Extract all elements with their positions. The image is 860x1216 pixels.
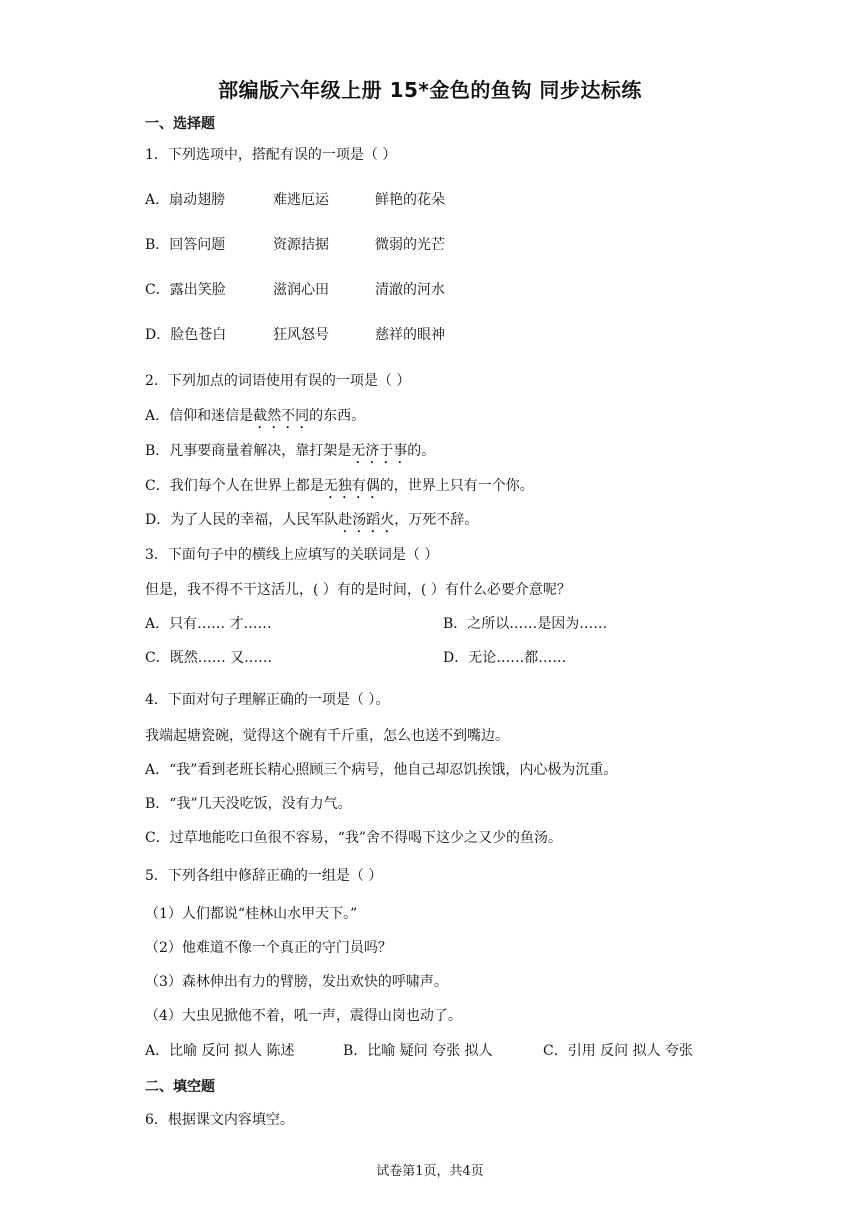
section-heading-fill: 二、填空题	[145, 1079, 215, 1095]
question-5-option-a: A．比喻 反问 拟人 陈述	[145, 1043, 295, 1059]
question-2-option-b	[145, 441, 435, 467]
question-3-option-d: D．无论……都……	[443, 650, 567, 666]
question-3-stem: 3．下面句子中的横线上应填写的关联词是（ ）	[145, 547, 439, 563]
question-2-stem: 2．下列加点的词语使用有误的一项是（ ）	[145, 373, 411, 389]
option-cell: B．回答问题	[145, 237, 226, 253]
option-cell: D．脸色苍白	[145, 327, 227, 343]
dotted-word: 赴汤蹈火	[338, 512, 395, 528]
question-4-option-b: B．“我”几天没吃饭，没有力气。	[145, 796, 352, 812]
question-4-stem: 4．下面对句子理解正确的一项是（ ）。	[145, 692, 390, 708]
question-3-option-a: A．只有…… 才……	[145, 616, 272, 632]
option-text: B．凡事要商量着解决，靠打架是	[145, 443, 352, 459]
option-text: 的。	[407, 443, 436, 459]
question-4-option-a: A．“我”看到老班长精心照顾三个病号，他自己却忍饥挨饿，内心极为沉重。	[145, 762, 618, 778]
option-text: C．我们每个人在世界上都是	[145, 478, 324, 494]
question-3-option-b: B．之所以……是因为……	[443, 616, 608, 632]
option-text: A．信仰和迷信是	[145, 408, 254, 424]
page-title: 部编版六年级上册 15*金色的鱼钩 同步达标练	[218, 78, 642, 102]
option-cell: C．露出笑脸	[145, 282, 226, 298]
question-6-stem: 6．根据课文内容填空。	[145, 1112, 294, 1128]
question-1-stem: 1．下列选项中，搭配有误的一项是（ ）	[145, 147, 397, 163]
option-cell: 狂风怒号	[273, 327, 329, 343]
question-2-option-d	[145, 510, 478, 536]
option-cell: 资源拮据	[273, 237, 329, 253]
question-5-item-1: （1）人们都说“桂林山水甲天下。”	[145, 906, 358, 922]
section-heading-choice: 一、选择题	[145, 116, 215, 132]
question-5-item-4: （4）大虫见掀他不着，吼一声，震得山岗也动了。	[145, 1008, 462, 1024]
option-text: 的，世界上只有一个你。	[379, 478, 534, 494]
question-2-option-c	[145, 476, 534, 502]
option-text: D．为了人民的幸福，人民军队	[145, 512, 339, 528]
option-cell: 难逃厄运	[273, 192, 329, 208]
question-4-sentence: 我端起塘瓷碗，觉得这个碗有千斤重，怎么也送不到嘴边。	[145, 728, 509, 744]
question-5-option-c: C．引用 反问 拟人 夸张	[543, 1043, 694, 1059]
option-cell: A．扇动翅膀	[145, 192, 226, 208]
option-cell: 慈祥的眼神	[375, 327, 445, 343]
question-5-option-b: B．比喻 疑问 夸张 拟人	[343, 1043, 493, 1059]
option-cell: 微弱的光芒	[375, 237, 445, 253]
question-5-stem: 5．下列各组中修辞正确的一组是（ ）	[145, 868, 383, 884]
question-3-option-c: C．既然…… 又……	[145, 650, 273, 666]
option-text: ，万死不辞。	[394, 512, 479, 528]
option-cell: 鲜艳的花朵	[375, 192, 445, 208]
question-3-sentence: 但是，我不得不干这活儿，( ）有的是时间，( ）有什么必要介意呢？	[145, 582, 571, 598]
dotted-word: 截然不同	[253, 408, 310, 424]
dotted-word: 无独有偶	[323, 478, 380, 494]
option-text: 的东西。	[309, 408, 366, 424]
question-4-option-c: C．过草地能吃口鱼很不容易，“我”舍不得喝下这少之又少的鱼汤。	[145, 830, 563, 846]
option-cell: 清澈的河水	[375, 282, 445, 298]
question-5-item-3: （3）森林伸出有力的臂膀，发出欢快的呼啸声。	[145, 974, 448, 990]
question-2-option-a	[145, 406, 365, 432]
question-5-item-2: （2）他难道不像一个真正的守门员吗？	[145, 940, 392, 956]
page-footer: 试卷第1页，共4页	[376, 1164, 484, 1179]
dotted-word: 无济于事	[351, 443, 408, 459]
option-cell: 滋润心田	[273, 282, 329, 298]
